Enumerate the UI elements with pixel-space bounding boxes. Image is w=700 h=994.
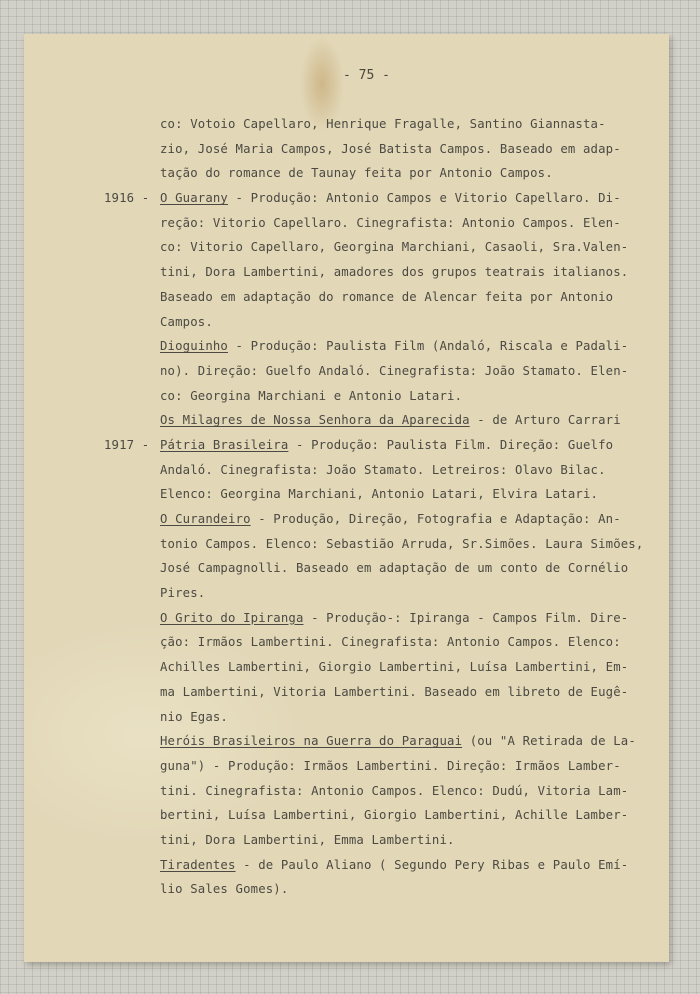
- film-title: O Curandeiro: [160, 512, 251, 526]
- film-title: Os Milagres de Nossa Senhora da Aparecida: [160, 413, 470, 428]
- text-line: [24, 408, 669, 433]
- text-line: [24, 458, 669, 483]
- film-title: Heróis Brasileiros na Guerra do Paraguai: [160, 734, 463, 749]
- line-text: bertini, Luísa Lambertini, Giorgio Lambertini, Achille Lamber-: [160, 808, 629, 823]
- line-text: zio, José Maria Campos, José Batista Campos. Baseado em adap-: [160, 141, 621, 156]
- text-line: [24, 482, 669, 507]
- text-line: [24, 211, 669, 236]
- line-text: Baseado em adaptação do romance de Alencar feita por Antonio: [160, 289, 614, 304]
- line-text: co: Vitorio Capellaro, Georgina Marchiani, Casaoli, Sra.Valen-: [160, 240, 629, 255]
- text-line: [24, 433, 669, 458]
- text-line: [24, 137, 669, 162]
- text-line: [24, 285, 669, 310]
- text-line: [24, 779, 669, 804]
- line-text: - de Arturo Carrari: [469, 413, 621, 428]
- line-text: - Produção: Paulista Film (Andaló, Riscala e Padali-: [227, 339, 629, 354]
- film-title: Tiradentes: [160, 857, 236, 872]
- text-line: [24, 334, 669, 359]
- typewritten-page: [24, 34, 669, 962]
- line-text: José Campagnolli. Baseado em adaptação de um conto de Cornélio: [160, 561, 629, 576]
- line-text: tonio Campos. Elenco: Sebastião Arruda, Sr.Simões. Laura Simões,: [160, 536, 644, 551]
- text-line: [24, 260, 669, 285]
- text-line: [24, 630, 669, 655]
- text-line: [24, 310, 669, 335]
- text-line: [24, 606, 669, 631]
- text-line: [24, 729, 669, 754]
- page-number: - 75 -: [343, 68, 390, 83]
- line-text: tini. Cinegrafista: Antonio Campos. Elenco: Dudú, Vitoria Lam-: [160, 783, 629, 798]
- text-line: [24, 384, 669, 409]
- text-line: [24, 112, 669, 137]
- line-text: reção: Vitorio Capellaro. Cinegrafista: Antonio Campos. Elen-: [160, 215, 621, 230]
- text-line: [24, 235, 669, 260]
- text-line: [24, 828, 669, 853]
- filmography-text: [24, 112, 669, 902]
- text-line: [24, 853, 669, 878]
- line-text: co: Votoio Capellaro, Henrique Fragalle, Santino Giannasta-: [160, 117, 606, 131]
- text-line: [24, 655, 669, 680]
- text-line: [24, 186, 669, 211]
- line-text: Pires.: [160, 586, 206, 601]
- film-title: Pátria Brasileira: [160, 437, 289, 452]
- line-text: (ou "A Retirada de La-: [462, 734, 636, 749]
- text-line: [24, 581, 669, 606]
- line-text: nio Egas.: [160, 709, 228, 724]
- line-text: lio Sales Gomes).: [160, 882, 289, 897]
- line-text: tini, Dora Lambertini, amadores dos grupos teatrais italianos.: [160, 265, 629, 280]
- text-line: [24, 359, 669, 384]
- line-text: tação do romance de Taunay feita por Antonio Campos.: [160, 166, 553, 181]
- line-text: guna") - Produção: Irmãos Lambertini. Direção: Irmãos Lamber-: [160, 758, 621, 773]
- film-title: O Guarany: [160, 191, 228, 206]
- film-title: O Grito do Ipiranga: [160, 610, 304, 625]
- line-text: - Produção: Antonio Campos e Vitorio Capellaro. Di-: [227, 191, 621, 206]
- line-text: ma Lambertini, Vitoria Lambertini. Baseado em libreto de Eugê-: [160, 684, 629, 699]
- line-text: co: Georgina Marchiani e Antonio Latari.: [160, 388, 463, 403]
- line-text: - de Paulo Aliano ( Segundo Pery Ribas e Paulo Emí-: [235, 857, 629, 872]
- text-line: [24, 556, 669, 581]
- line-text: Elenco: Georgina Marchiani, Antonio Latari, Elvira Latari.: [160, 487, 599, 502]
- line-text: - Produção, Direção, Fotografia e Adaptação: An-: [250, 512, 621, 526]
- line-text: ção: Irmãos Lambertini. Cinegrafista: Antonio Campos. Elenco:: [160, 635, 621, 650]
- line-text: Achilles Lambertini, Giorgio Lambertini, Luísa Lambertini, Em-: [160, 660, 629, 675]
- text-line: [24, 877, 669, 902]
- year-label: 1917 -: [104, 437, 150, 452]
- line-text: - Produção: Paulista Film. Direção: Guelfo: [288, 437, 614, 452]
- year-label: 1916 -: [104, 191, 150, 206]
- line-text: - Produção-: Ipiranga - Campos Film. Dire-: [303, 610, 629, 625]
- text-line: [24, 754, 669, 779]
- line-text: Andaló. Cinegrafista: João Stamato. Letreiros: Olavo Bilac.: [160, 462, 606, 477]
- film-title: Dioguinho: [160, 339, 228, 354]
- text-line: [24, 680, 669, 705]
- text-line: [24, 161, 669, 186]
- line-text: tini, Dora Lambertini, Emma Lambertini.: [160, 832, 455, 847]
- line-text: Campos.: [160, 314, 213, 329]
- line-text: no). Direção: Guelfo Andaló. Cinegrafista: João Stamato. Elen-: [160, 363, 629, 378]
- text-line: [24, 507, 669, 532]
- text-line: [24, 532, 669, 557]
- text-line: [24, 705, 669, 730]
- text-line: [24, 803, 669, 828]
